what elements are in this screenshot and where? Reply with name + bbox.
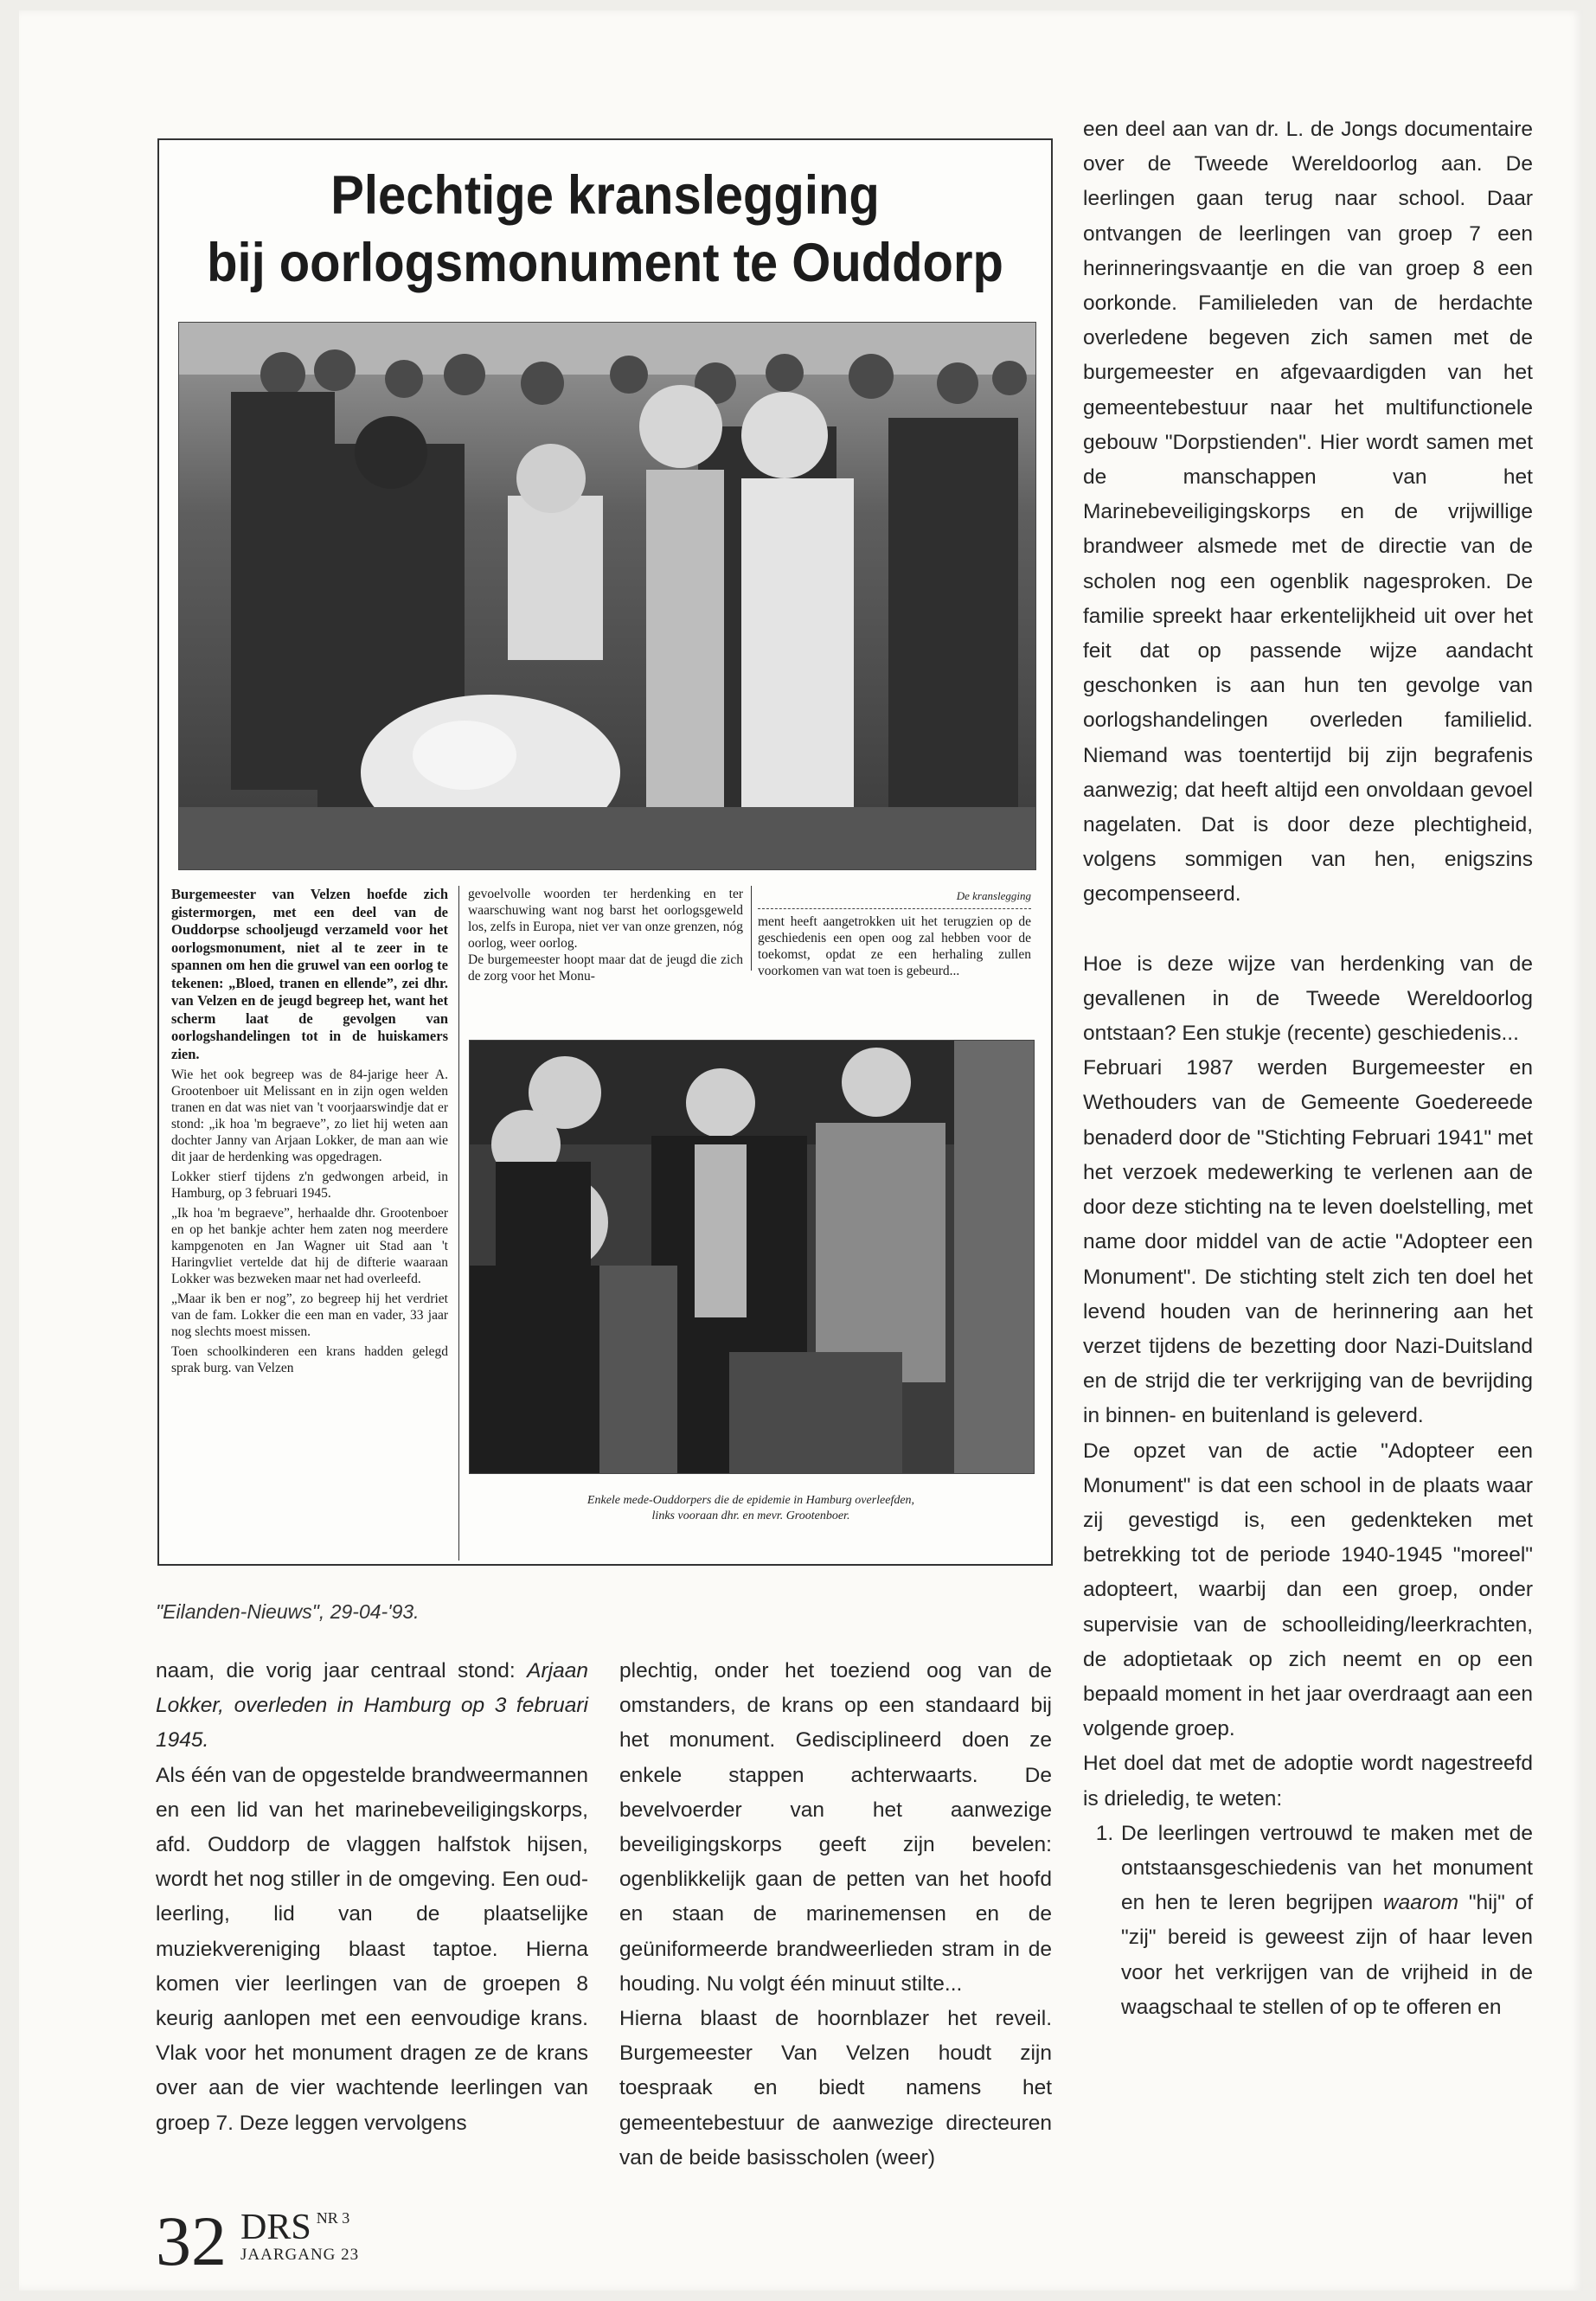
caption-rule xyxy=(758,908,1031,910)
clipping-source: "Eilanden-Nieuws", 29-04-'93. xyxy=(156,1600,420,1623)
clipping-headline xyxy=(195,162,1016,297)
newspaper-clipping xyxy=(157,138,1053,1566)
clipping-column-1 xyxy=(171,886,448,1380)
column-divider xyxy=(751,886,752,971)
article-paragraph: Hoe is deze wijze van herdenking van de gevallenen in de Tweede Wereldoorlog ontstaan? Een stukje (recente) geschiedenis... xyxy=(1083,952,1533,1046)
article-paragraph: plechtig, onder het toeziend oog van de omstanders, de krans op een standaard bij het monument. Gedisciplineerd doen ze enkele stappen achterwaarts. De bevelvoerder van het aanwezige beveiligingskorps geeft zijn bevelen: ogenblikkelijk gaan de petten van het hoofd en staan de marinemensen en de geüniformeerde brandweerlieden stram in de houding. Nu volgt één minuut stilte... xyxy=(619,1659,1052,1996)
clipping-column-2 xyxy=(468,886,743,988)
article-paragraph: Het doel dat met de adoptie wordt nagestreefd is drieledig, te weten: xyxy=(1083,1752,1533,1811)
page-number: 32 xyxy=(156,2202,227,2280)
clipping-lead: Burgemeester van Velzen hoefde zich gistermorgen, met een deel van de Ouddorpse schooljeugd verzameld voor het oorlogsmonument, niet al te zeer in te spannen om hen die gruwel van een oorlog te tekenen: „Bloed, tranen en ellende”, zei dhr. van Velzen en de jeugd begreep het, want het scherm laat de gevolgen van oorlogshandelingen tot in de huiskamers zien. xyxy=(171,886,448,1062)
adoption-goals-list xyxy=(1083,1817,1533,2025)
clipping-paragraph: Toen schoolkinderen een krans hadden gelegd sprak burg. van Velzen xyxy=(171,1344,448,1375)
clipping-paragraph: „Maar ik ben er nog”, zo begreep hij het verdriet van de fam. Lokker die een man en vader, 33 jaar nog slechts moest missen. xyxy=(171,1292,448,1339)
issue-number: NR 3 xyxy=(316,2209,350,2227)
headline-line-1: Plechtige kranslegging xyxy=(330,165,880,226)
wreath-laying-photo xyxy=(178,322,1036,870)
article-paragraph: Hierna blaast de hoornblazer het reveil. Burgemeester Van Velzen houdt zijn toespraak en biedt namens het gemeentebestuur de aanwezige directeuren van de beide basisscholen (weer) xyxy=(619,2007,1052,2170)
article-paragraph: Als één van de opgestelde brandweermannen en een lid van het marinebeveiligingskorps, afd. Ouddorp de vlaggen halfstok hijsen, wordt het nog stiller in de omgeving. Een oud-leerling, lid van de plaatselijke muziekvereniging blaast taptoe. Hierna komen vier leerlingen van de groepen 8 keurig aanlopen met een eenvoudige krans. Vlak voor het monument dragen ze de krans over aan de vier wachtende leerlingen van groep 7. Deze leggen vervolgens xyxy=(156,1763,588,2135)
article-paragraph: Februari 1987 werden Burgemeester en Wethouders van de Gemeente Goedereede benaderd door de "Stichting Februari 1941" met het verzoek medewerking te verlenen aan de door deze stichting na te leven doelstelling, met name door middel van de actie "Adopteer een Monument". De stichting stelt zich ten doel het levend houden van de herinnering aan het verzet tijdens de bezetting door Nazi-Duitsland en de strijd die ter verkrijging van de bevrijding in binnen- en buitenland is geleverd. xyxy=(1083,1056,1533,1428)
magazine-page xyxy=(19,10,1583,2291)
page-footer xyxy=(156,2202,360,2280)
clipping-paragraph: gevoelvolle woorden ter herdenking en ter waarschuwing want nog barst het oorlogsgeweld los, zelfs in Europa, niet ver van onze grenzen, nóg oorlog, weer oorlog. xyxy=(468,887,743,951)
clipping-paragraph: Lokker stierf tijdens z'n gedwongen arbeid, in Hamburg, op 3 februari 1945. xyxy=(171,1170,448,1201)
article-column-right xyxy=(1083,112,1533,2025)
clipping-paragraph: ment heeft aangetrokken uit het terugzien op de geschiedenis een open oog zal hebben voor de toekomst, opdat ze een herhaling zullen voorkomen van wat toen is gebeurd... xyxy=(758,914,1031,978)
clipping-column-3 xyxy=(758,913,1031,983)
clipping-paragraph: De burgemeester hoopt maar dat de jeugd die zich de zorg voor het Monu- xyxy=(468,952,743,984)
clipping-paragraph: „Ik hoa 'm begraeve”, herhaalde dhr. Grootenboer en op het bankje achter hem zaten nog meerdere kampgenoten en Jan Wagner uit Stad aan 't Haringvliet vertelde dat hij de difterie waaraan Lokker was bezweken maar net had overleefd. xyxy=(171,1206,448,1286)
magazine-masthead xyxy=(240,2209,359,2265)
list-item: 1. De leerlingen vertrouwd te maken met de ontstaansgeschiedenis van het monument en hen te leren begrijpen waarom "hij" of "zij" bereid is geweest zijn of haar leven voor het verkrijgen van de vrijheid in de waagschaal te stellen of op te offeren en xyxy=(1119,1817,1533,2025)
column-divider xyxy=(458,886,459,1561)
article-column-left xyxy=(156,1654,588,2141)
headline-line-2: bij oorlogsmonument te Ouddorp xyxy=(207,233,1003,293)
article-paragraph: een deel aan van dr. L. de Jongs documentaire over de Tweede Wereldoorlog aan. De leerlingen gaan terug naar school. Daar ontvangen de leerlingen van groep 7 een herinneringsvaantje en die van groep 8 een oorkonde. Familieleden van de herdachte overledene begeven zich samen met de burgemeester en afgevaardigden van het gemeentebestuur naar het multifunctionele gebouw "Dorpstienden". Hier wordt samen met de manschappen van het Marinebeveiligingskorps en de vrijwillige brandweer alsmede met de directie van de scholen nog een ogenblik nagesproken. De familie spreekt haar erkentelijkheid uit over het feit dat op passende wijze aandacht geschonken is aan hun ten gevolge van oorlogshandelingen overleden familielid. Niemand was toentertijd bij zijn begrafenis aanwezig; dat heeft altijd een onvoldaan gevoel nagelaten. Dat is door deze plechtigheid, volgens sommigen van hen, enigszins gecompenseerd. xyxy=(1083,118,1533,907)
article-column-middle xyxy=(619,1654,1052,2176)
clipping-paragraph: Wie het ook begreep was de 84-jarige heer A. Grootenboer uit Melissant en in zijn ogen welden tranen en dat was niet van 't voorjaarswindje dat er stond: „ik hoa 'm begraeve”, zo liet hij weten aan dochter Janny van Arjaan Lokker, de man aan wie dit jaar de herdenking was opgedragen. xyxy=(171,1067,448,1164)
magazine-title: DRS xyxy=(240,2208,311,2247)
survivors-photo-caption: Enkele mede-Ouddorpers die de epidemie in Hamburg overleefden, links vooraan dhr. en mevr. Grootenboer. xyxy=(586,1494,915,1522)
article-paragraph: De opzet van de actie "Adopteer een Monument" is dat een school in de plaats waar zij gevestigd is, een gedenkteken met betrekking tot de periode 1940-1945 "moreel" adopteert, waarbij dan een groep, onder supervisie van de schoolleiding/leerkrachten, de adoptietaak op zich neemt en op een bepaald moment in het jaar overdraagt aan een volgende groep. xyxy=(1083,1439,1533,1741)
wreath-photo-caption: De kranslegging xyxy=(956,889,1031,902)
article-paragraph: naam, die vorig jaar centraal stond: Arjaan Lokker, overleden in Hamburg op 3 februari 1945. xyxy=(156,1659,588,1753)
volume-label: JAARGANG 23 xyxy=(240,2246,360,2264)
survivors-photo xyxy=(469,1040,1035,1474)
